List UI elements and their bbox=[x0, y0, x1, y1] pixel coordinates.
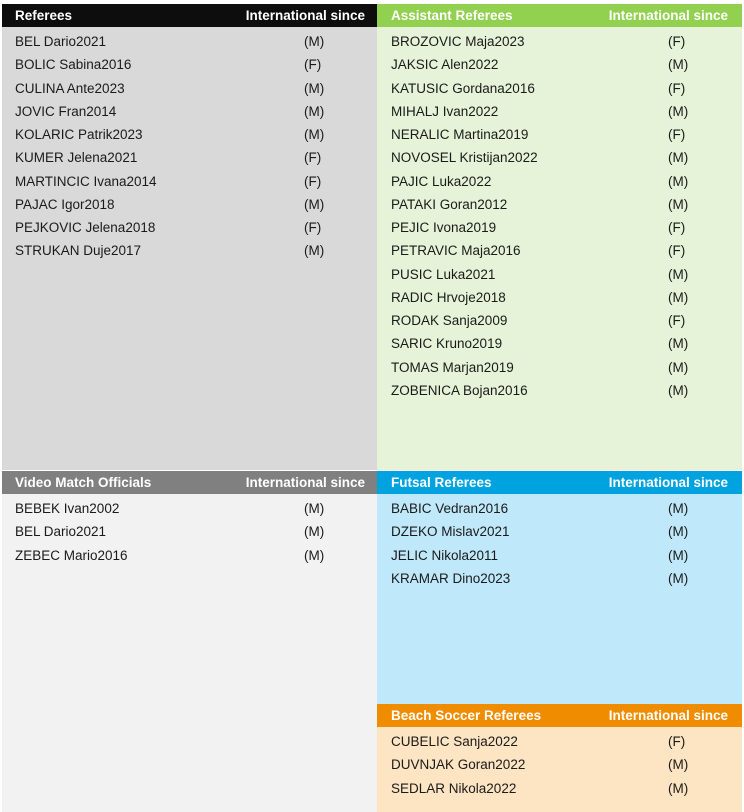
official-row bbox=[377, 123, 742, 146]
official-sex: (F) bbox=[304, 150, 322, 166]
official-row bbox=[2, 146, 377, 169]
official-year: 2022 bbox=[507, 150, 538, 166]
official-sex: (M) bbox=[304, 243, 325, 259]
official-sex: (M) bbox=[668, 103, 689, 119]
video-match-officials-title: Video Match Officials bbox=[15, 475, 152, 490]
official-year: 2022 bbox=[486, 780, 517, 796]
official-sex: (M) bbox=[668, 382, 689, 398]
official-name: BOLIC Sabina bbox=[15, 57, 102, 73]
official-year: 2021 bbox=[76, 34, 107, 49]
official-sex: (F) bbox=[668, 243, 686, 259]
official-sex: (F) bbox=[668, 80, 686, 96]
official-name: TOMAS Marjan bbox=[391, 359, 484, 375]
official-sex: (M) bbox=[668, 150, 689, 166]
official-year: 2016 bbox=[497, 382, 528, 398]
official-year: 2016 bbox=[490, 243, 521, 259]
official-row bbox=[2, 30, 377, 53]
official-sex: (M) bbox=[668, 780, 689, 796]
official-name: BABIC Vedran bbox=[391, 501, 479, 516]
official-year: 2019 bbox=[483, 359, 514, 375]
official-name: RODAK Sanja bbox=[391, 313, 478, 328]
assistant-referees-rows bbox=[377, 27, 742, 402]
official-sex: (M) bbox=[304, 547, 325, 563]
official-row bbox=[2, 520, 377, 543]
assistant-referees-panel bbox=[377, 4, 742, 470]
official-year: 2018 bbox=[475, 289, 506, 305]
official-name: MIHALJ Ivan bbox=[391, 103, 469, 119]
referees-title: Referees bbox=[15, 8, 73, 23]
official-name: DZEKO Mislav bbox=[391, 524, 480, 540]
official-name: BROZOVIC Maja bbox=[391, 34, 495, 49]
official-year: 2016 bbox=[101, 57, 132, 73]
official-row bbox=[377, 77, 742, 100]
official-year: 2023 bbox=[480, 570, 511, 586]
official-row bbox=[377, 239, 742, 262]
official-sex: (F) bbox=[668, 734, 686, 749]
official-sex: (M) bbox=[668, 173, 689, 189]
official-row bbox=[2, 100, 377, 123]
official-sex: (F) bbox=[304, 220, 322, 235]
video-match-officials-since-label: International since bbox=[245, 475, 365, 490]
official-row bbox=[2, 53, 377, 76]
official-row bbox=[377, 146, 742, 169]
official-row bbox=[377, 356, 742, 379]
official-row bbox=[377, 170, 742, 193]
official-sex: (M) bbox=[668, 547, 689, 563]
official-year: 2018 bbox=[125, 220, 156, 235]
official-sex: (M) bbox=[668, 501, 689, 516]
official-sex: (M) bbox=[668, 524, 689, 540]
official-row bbox=[2, 497, 377, 520]
beach-soccer-referees-panel bbox=[377, 704, 742, 812]
official-name: RADIC Hrvoje bbox=[391, 289, 476, 305]
beach-soccer-referees-rows bbox=[377, 727, 742, 800]
official-year: 2022 bbox=[468, 57, 499, 73]
official-name: PUSIC Luka bbox=[391, 266, 466, 282]
futsal-referees-since-label: International since bbox=[608, 475, 728, 490]
referees-header bbox=[2, 4, 377, 27]
futsal-referees-rows bbox=[377, 494, 742, 590]
official-sex: (F) bbox=[304, 173, 322, 189]
official-row bbox=[2, 239, 377, 262]
official-year: 2018 bbox=[84, 196, 115, 212]
official-name: PEJIC Ivona bbox=[391, 220, 467, 235]
official-name: MARTINCIC Ivana bbox=[15, 173, 127, 189]
official-row bbox=[2, 77, 377, 100]
official-row bbox=[377, 520, 742, 543]
official-row bbox=[377, 53, 742, 76]
official-name: PAJAC Igor bbox=[15, 196, 85, 212]
official-sex: (M) bbox=[668, 266, 689, 282]
official-sex: (M) bbox=[304, 34, 325, 49]
official-name: JOVIC Fran bbox=[15, 103, 87, 119]
official-name: NERALIC Martina bbox=[391, 127, 499, 142]
official-name: BEL Dario bbox=[15, 34, 77, 49]
futsal-referees-panel bbox=[377, 471, 742, 704]
official-year: 2022 bbox=[461, 173, 492, 189]
official-sex: (F) bbox=[668, 220, 686, 235]
official-year: 2016 bbox=[478, 501, 509, 516]
official-year: 2021 bbox=[465, 266, 496, 282]
assistant-referees-since-label: International since bbox=[608, 8, 728, 23]
assistant-referees-title: Assistant Referees bbox=[391, 8, 513, 23]
official-sex: (M) bbox=[668, 570, 689, 586]
referees-rows bbox=[2, 27, 377, 263]
official-sex: (M) bbox=[304, 80, 325, 96]
official-sex: (F) bbox=[668, 127, 686, 142]
official-year: 2022 bbox=[468, 103, 499, 119]
official-year: 2019 bbox=[498, 127, 529, 142]
official-sex: (M) bbox=[304, 196, 325, 212]
official-sex: (M) bbox=[304, 103, 325, 119]
official-name: NOVOSEL Kristijan bbox=[391, 150, 508, 166]
official-sex: (M) bbox=[304, 524, 325, 540]
official-name: BEL Dario bbox=[15, 524, 77, 540]
official-name: KOLARIC Patrik bbox=[15, 127, 113, 142]
official-name: KRAMAR Dino bbox=[391, 570, 481, 586]
official-year: 2019 bbox=[466, 220, 497, 235]
official-name: PETRAVIC Maja bbox=[391, 243, 491, 259]
official-year: 2021 bbox=[76, 524, 107, 540]
official-year: 2011 bbox=[469, 547, 499, 563]
official-row bbox=[2, 170, 377, 193]
official-sex: (M) bbox=[304, 501, 325, 516]
official-year: 2014 bbox=[86, 103, 117, 119]
official-row bbox=[2, 216, 377, 239]
video-match-officials-header bbox=[2, 471, 377, 494]
official-sex: (M) bbox=[668, 289, 689, 305]
official-name: CULINA Ante bbox=[15, 80, 95, 96]
official-name: JAKSIC Alen bbox=[391, 57, 469, 73]
official-name: STRUKAN Duje bbox=[15, 243, 112, 259]
official-sex: (M) bbox=[668, 57, 689, 73]
official-year: 2021 bbox=[479, 524, 510, 540]
official-row bbox=[377, 309, 742, 332]
official-year: 2023 bbox=[94, 80, 125, 96]
official-year: 2014 bbox=[126, 173, 157, 189]
official-sex: (M) bbox=[668, 359, 689, 375]
beach-soccer-referees-title: Beach Soccer Referees bbox=[391, 708, 542, 723]
official-row bbox=[377, 263, 742, 286]
official-row bbox=[377, 753, 742, 776]
official-name: PAJIC Luka bbox=[391, 173, 462, 189]
official-name: ZOBENICA Bojan bbox=[391, 382, 498, 398]
official-sex: (M) bbox=[668, 336, 689, 352]
video-match-officials-panel bbox=[2, 471, 377, 812]
beach-soccer-referees-since-label: International since bbox=[608, 708, 728, 723]
official-year: 2009 bbox=[477, 313, 508, 328]
official-sex: (M) bbox=[304, 127, 325, 142]
official-year: 2017 bbox=[111, 243, 142, 259]
official-year: 2019 bbox=[472, 336, 503, 352]
futsal-referees-title: Futsal Referees bbox=[391, 475, 492, 490]
official-year: 2023 bbox=[112, 127, 143, 142]
official-row bbox=[377, 497, 742, 520]
official-row bbox=[377, 332, 742, 355]
official-sex: (M) bbox=[668, 757, 689, 773]
official-name: JELIC Nikola bbox=[391, 547, 470, 563]
official-row bbox=[377, 379, 742, 402]
official-row bbox=[377, 193, 742, 216]
official-row bbox=[2, 123, 377, 146]
official-year: 2012 bbox=[477, 196, 508, 212]
official-row bbox=[2, 193, 377, 216]
official-name: CUBELIC Sanja bbox=[391, 734, 488, 749]
official-name: PEJKOVIC Jelena bbox=[15, 220, 126, 235]
official-sex: (F) bbox=[304, 57, 322, 73]
official-year: 2002 bbox=[89, 501, 120, 516]
official-row bbox=[377, 544, 742, 567]
official-name: ZEBEC Mario bbox=[15, 547, 98, 563]
official-row bbox=[377, 100, 742, 123]
official-row bbox=[377, 30, 742, 53]
official-year: 2021 bbox=[107, 150, 138, 166]
official-row bbox=[377, 777, 742, 800]
official-name: SARIC Kruno bbox=[391, 336, 473, 352]
official-name: DUVNJAK Goran bbox=[391, 757, 496, 773]
official-sex: (F) bbox=[668, 34, 686, 49]
futsal-referees-header bbox=[377, 471, 742, 494]
official-year: 2023 bbox=[494, 34, 525, 49]
official-row bbox=[377, 216, 742, 239]
official-name: KUMER Jelena bbox=[15, 150, 108, 166]
official-name: PATAKI Goran bbox=[391, 196, 478, 212]
referees-panel bbox=[2, 4, 377, 470]
official-year: 2016 bbox=[97, 547, 128, 563]
official-year: 2016 bbox=[504, 80, 535, 96]
video-match-officials-rows bbox=[2, 494, 377, 567]
official-row bbox=[377, 730, 742, 753]
official-name: SEDLAR Nikola bbox=[391, 780, 487, 796]
official-row bbox=[377, 286, 742, 309]
official-year: 2022 bbox=[487, 734, 518, 749]
official-sex: (F) bbox=[668, 313, 686, 328]
official-row bbox=[2, 544, 377, 567]
official-name: KATUSIC Gordana bbox=[391, 80, 505, 96]
official-sex: (M) bbox=[668, 196, 689, 212]
official-row bbox=[377, 567, 742, 590]
official-year: 2022 bbox=[495, 757, 526, 773]
beach-soccer-referees-header bbox=[377, 704, 742, 727]
referees-since-label: International since bbox=[245, 8, 365, 23]
assistant-referees-header bbox=[377, 4, 742, 27]
official-name: BEBEK Ivan bbox=[15, 501, 90, 516]
